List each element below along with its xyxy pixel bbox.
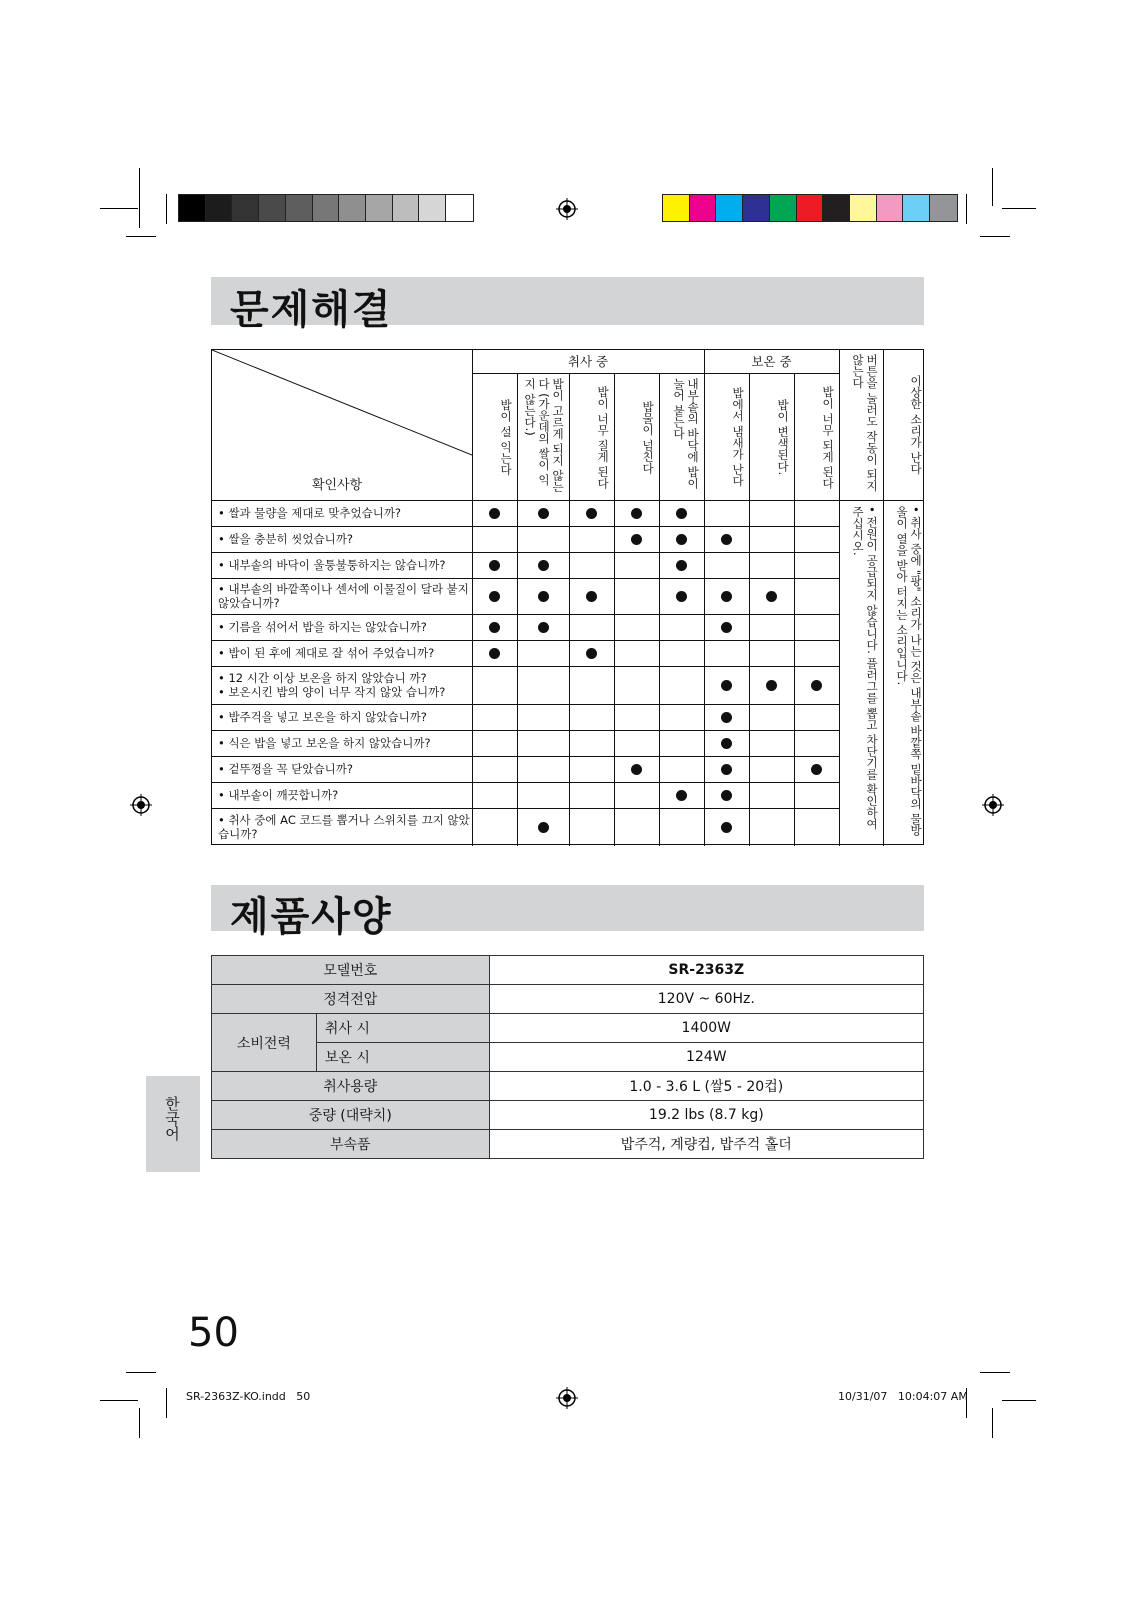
- troubleshooting-table: [211, 349, 924, 845]
- column-header: 버튼을 눌러도 작동이 되지 않는다: [851, 354, 879, 492]
- question-text: • 내부솥의 바깥쪽이나 센서에 이물질이 달라 붙지 않았습니까?: [218, 582, 469, 610]
- question-text: • 내부솥의 바닥이 울퉁불퉁하지는 않습니까?: [218, 558, 446, 572]
- color-swatch: [232, 195, 259, 221]
- question-cell: [212, 730, 472, 756]
- color-swatch: [366, 195, 393, 221]
- check-dot: [631, 508, 642, 519]
- spec-value: SR-2363Z: [489, 956, 923, 985]
- check-dot: [676, 508, 687, 519]
- color-swatch: [419, 195, 446, 221]
- grid-line: [839, 350, 840, 846]
- spec-label: 중량 (대략치): [212, 1101, 490, 1130]
- spec-value: 1.0 - 3.6 L (쌀5 - 20컵): [489, 1072, 923, 1101]
- spec-label: 취사용량: [212, 1072, 490, 1101]
- color-swatch: [179, 195, 206, 221]
- check-dot: [489, 591, 500, 602]
- specs-table: [211, 955, 924, 1159]
- crop-mark: [100, 1400, 138, 1401]
- color-swatch: [770, 195, 797, 221]
- column-header: 이상한 소리가 난다: [909, 375, 923, 475]
- grid-line: [472, 350, 473, 846]
- column-header: 밥이 변색된다.: [776, 398, 790, 476]
- check-dot: [586, 591, 597, 602]
- grid-line: [517, 374, 518, 846]
- check-dot: [811, 680, 822, 691]
- check-dot: [766, 591, 777, 602]
- check-dot: [721, 712, 732, 723]
- column-header: 밥이 너무 질게 된다: [596, 385, 610, 489]
- check-dot: [676, 591, 687, 602]
- language-tab-label: 한국어: [163, 1096, 181, 1141]
- spec-label: 모델번호: [212, 956, 490, 985]
- question-text: • 보온시킨 밥의 양이 너무 작지 않았 습니까?: [218, 685, 446, 699]
- registration-mark-icon: [130, 794, 152, 816]
- registration-mark-icon: [982, 794, 1004, 816]
- registration-mark-icon: [556, 198, 578, 220]
- color-swatch: [690, 195, 717, 221]
- corner-label: 확인사항: [312, 478, 363, 493]
- column-header: 밥에서 냄새가 난다: [731, 387, 745, 487]
- check-dot: [489, 508, 500, 519]
- color-swatch: [930, 195, 957, 221]
- crop-mark: [139, 168, 140, 228]
- column-header: 내부솥의 바닥에 밥이 눌어 붙는다: [672, 378, 700, 489]
- color-swatch: [743, 195, 770, 221]
- question-text: • 식은 밥을 넣고 보온을 하지 않았습니까?: [218, 736, 431, 750]
- spec-label: 보온 시: [316, 1043, 489, 1072]
- grid-line: [569, 374, 570, 846]
- color-swatch: [286, 195, 313, 221]
- crop-mark: [1002, 1400, 1036, 1401]
- question-cell: [212, 578, 472, 614]
- check-dot: [766, 680, 777, 691]
- spec-label: 정격전압: [212, 985, 490, 1014]
- footer-timestamp: 10/31/07 10:04:07 AM: [838, 1390, 968, 1403]
- color-calibration-bar: [662, 194, 958, 222]
- note-power: • 전원이 공급되지 않습니다. 플러그를 뽑고 차단기를 확인하여 주십시오.: [851, 506, 879, 830]
- question-text: • 취사 중에 AC 코드를 뽑거나 스위치를 끄지 않았습니까?: [218, 813, 470, 841]
- crop-mark: [126, 236, 156, 237]
- spec-value: 1400W: [489, 1014, 923, 1043]
- color-swatch: [446, 195, 473, 221]
- check-dot: [586, 508, 597, 519]
- crop-mark: [980, 236, 1010, 237]
- color-swatch: [903, 195, 930, 221]
- column-header: 밥이 설 익는다: [499, 398, 513, 476]
- question-cell: [212, 756, 472, 782]
- check-dot: [538, 822, 549, 833]
- color-swatch: [663, 195, 690, 221]
- grid-line: [883, 350, 884, 846]
- check-dot: [676, 560, 687, 571]
- question-text: • 겉뚜껑을 꼭 닫았습니까?: [218, 762, 353, 776]
- check-dot: [676, 534, 687, 545]
- question-text: • 내부솥이 깨끗합니까?: [218, 788, 339, 802]
- question-text: • 쌀을 충분히 씻었습니까?: [218, 532, 353, 546]
- question-cell: [212, 500, 472, 526]
- check-dot: [811, 764, 822, 775]
- check-dot: [721, 738, 732, 749]
- spec-label: 취사 시: [316, 1014, 489, 1043]
- spec-value: 19.2 lbs (8.7 kg): [489, 1101, 923, 1130]
- question-cell: [212, 640, 472, 666]
- crop-mark: [166, 1388, 167, 1418]
- question-cell: [212, 552, 472, 578]
- crop-mark: [966, 194, 967, 224]
- question-cell: [212, 704, 472, 730]
- grayscale-calibration-bar: [178, 194, 474, 222]
- check-dot: [631, 764, 642, 775]
- color-swatch: [339, 195, 366, 221]
- color-swatch: [716, 195, 743, 221]
- grid-line: [704, 350, 705, 846]
- note-sound: • 취사 중에 "팡" 소리가 나는 것은 내부솥 바깥쪽 밑바닥의 물방울이 열을 받아 터지는 소리입니다.: [895, 506, 923, 836]
- group-label-warming: 보온 중: [704, 350, 839, 374]
- group-label-cooking: 취사 중: [472, 350, 704, 374]
- grid-line: [614, 374, 615, 846]
- color-swatch: [797, 195, 824, 221]
- crop-mark: [139, 1408, 140, 1438]
- column-header: 밥이 너무 되게 된다: [821, 385, 835, 489]
- crop-mark: [166, 194, 167, 224]
- column-header: 밥물이 넘친다: [641, 400, 655, 474]
- color-swatch: [393, 195, 420, 221]
- specs-title: 제품사양: [230, 894, 393, 940]
- check-dot: [538, 622, 549, 633]
- language-tab: [146, 1076, 200, 1172]
- check-dot: [721, 790, 732, 801]
- question-cell: [212, 526, 472, 552]
- question-cell: [212, 614, 472, 640]
- color-swatch: [877, 195, 904, 221]
- question-cell: [212, 808, 472, 846]
- check-dot: [631, 534, 642, 545]
- check-dot: [721, 764, 732, 775]
- question-text: • 밥주걱을 넣고 보온을 하지 않았습니까?: [218, 710, 427, 724]
- crop-mark: [126, 1372, 156, 1373]
- color-swatch: [313, 195, 340, 221]
- check-dot: [538, 591, 549, 602]
- registration-mark-icon: [556, 1387, 578, 1409]
- color-swatch: [823, 195, 850, 221]
- question-text: • 쌀과 물량을 제대로 맞추었습니까?: [218, 506, 402, 520]
- question-text: • 12 시간 이상 보온을 하지 않았습니 까?: [218, 671, 427, 685]
- check-dot: [721, 591, 732, 602]
- crop-mark: [992, 1408, 993, 1438]
- grid-line: [794, 374, 795, 846]
- crop-mark: [100, 208, 138, 209]
- spec-label: 부속품: [212, 1130, 490, 1159]
- spec-value: 124W: [489, 1043, 923, 1072]
- check-dot: [721, 534, 732, 545]
- check-dot: [721, 680, 732, 691]
- check-dot: [721, 622, 732, 633]
- column-header: 밥이 고르게 되지 않는다 (가운데의 쌀이 익지 않는다.): [523, 378, 565, 493]
- question-cell: [212, 782, 472, 808]
- spec-value: 밥주걱, 계량컵, 밥주걱 홀더: [489, 1130, 923, 1159]
- check-dot: [721, 822, 732, 833]
- question-text: • 기름을 섞어서 밥을 하지는 않았습니까?: [218, 620, 427, 634]
- spec-group-label: 소비전력: [212, 1014, 317, 1072]
- check-dot: [538, 508, 549, 519]
- crop-mark: [1002, 208, 1036, 209]
- check-dot: [489, 560, 500, 571]
- check-dot: [676, 790, 687, 801]
- footer-file-info: SR-2363Z-KO.indd 50: [186, 1390, 311, 1403]
- troubleshooting-title: 문제해결: [230, 287, 393, 333]
- color-swatch: [206, 195, 233, 221]
- check-dot: [489, 648, 500, 659]
- check-dot: [538, 560, 549, 571]
- grid-line: [749, 374, 750, 846]
- grid-line: [659, 374, 660, 846]
- color-swatch: [850, 195, 877, 221]
- question-text: • 밥이 된 후에 제대로 잘 섞어 주었습니까?: [218, 646, 435, 660]
- color-swatch: [259, 195, 286, 221]
- crop-mark: [992, 168, 993, 206]
- question-cell: [212, 666, 472, 704]
- page-number: 50: [188, 1310, 239, 1356]
- check-dot: [586, 648, 597, 659]
- crop-mark: [980, 1372, 1010, 1373]
- check-dot: [489, 622, 500, 633]
- spec-value: 120V ~ 60Hz.: [489, 985, 923, 1014]
